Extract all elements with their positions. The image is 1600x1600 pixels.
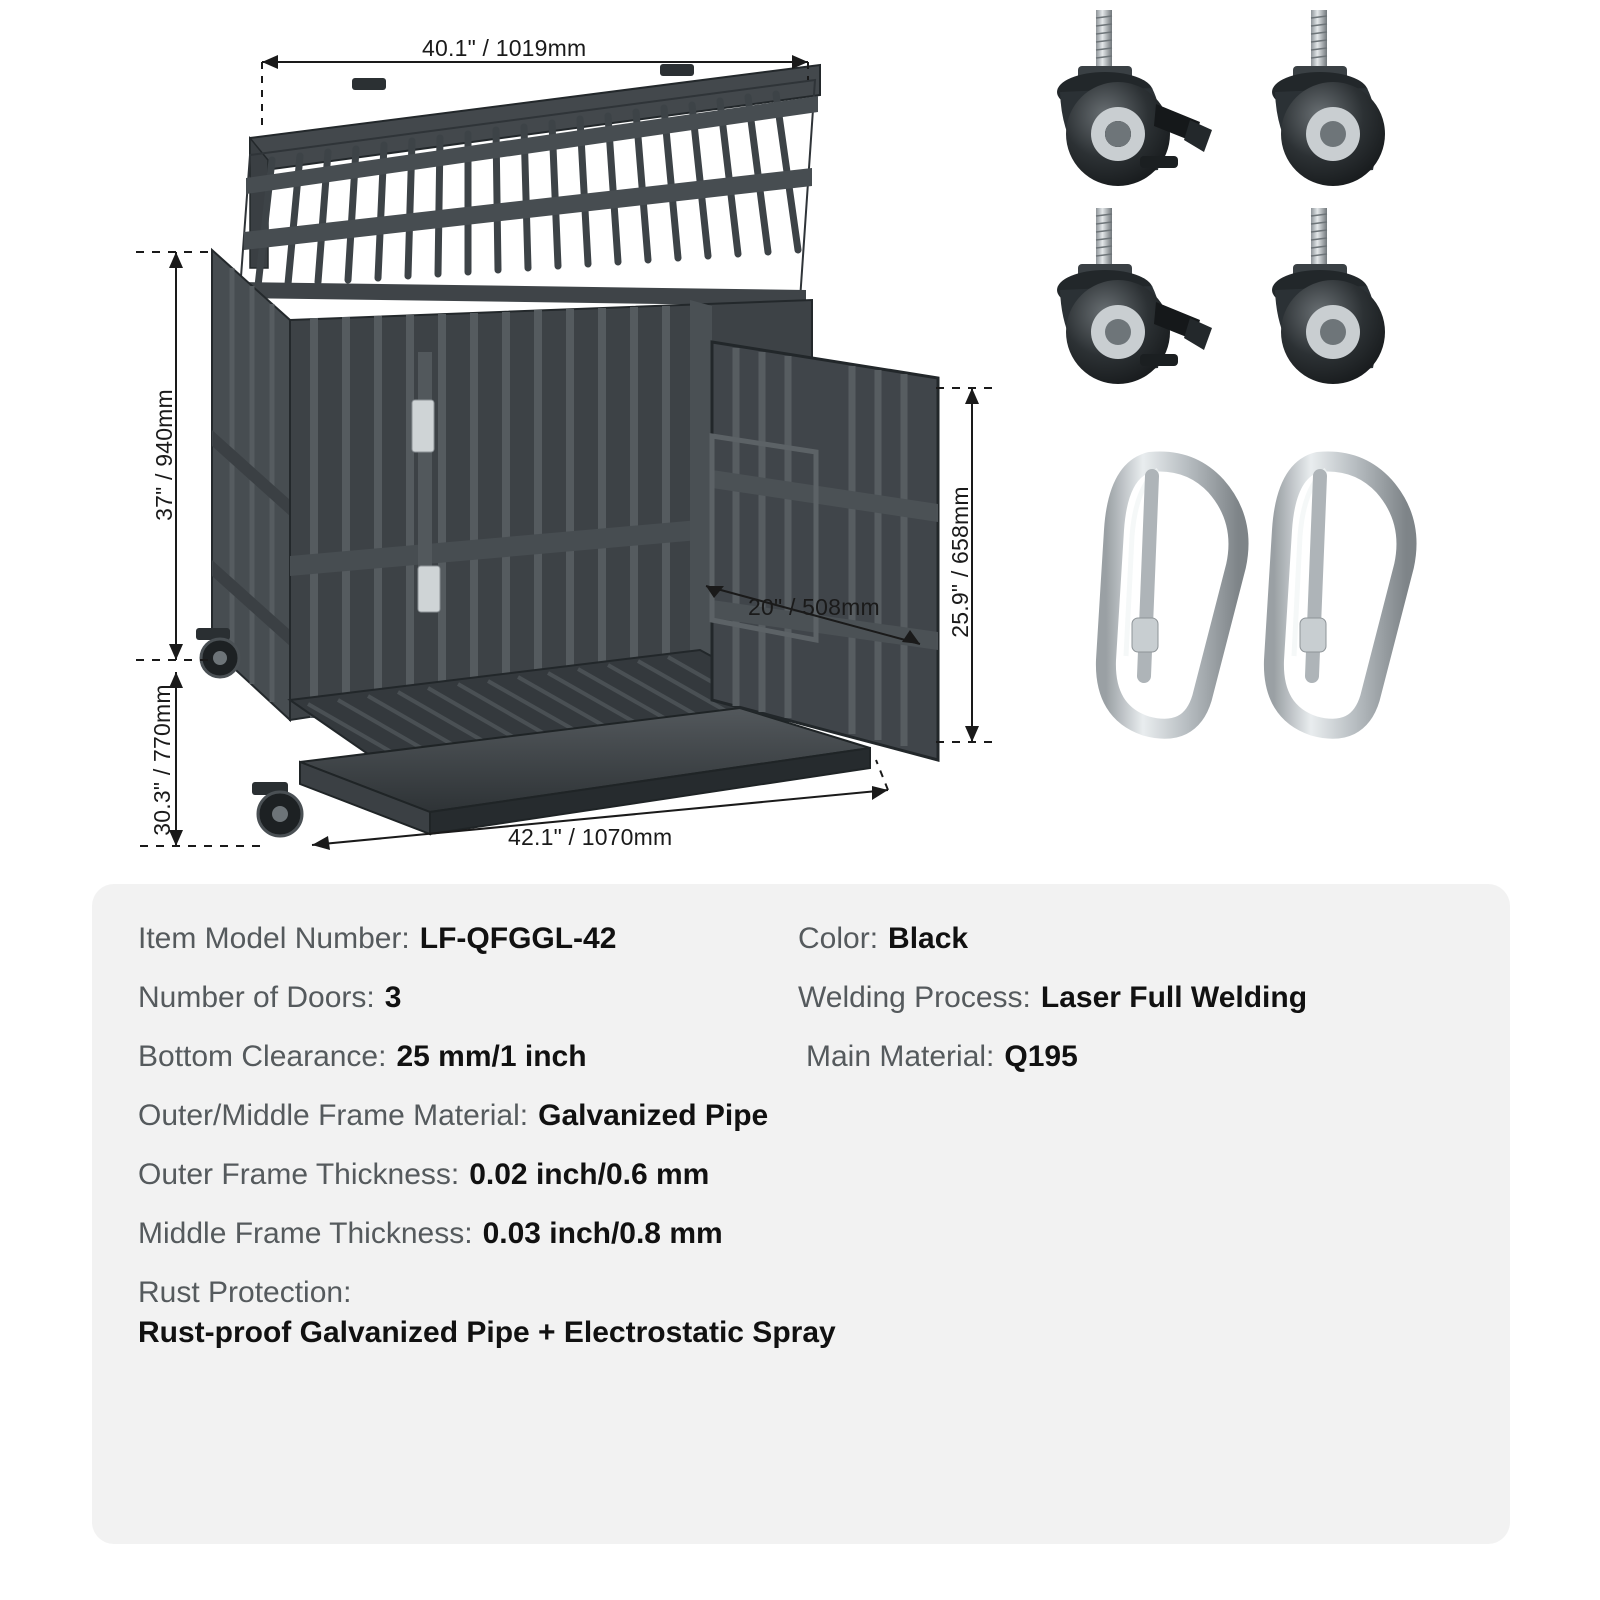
dimension-overall-depth: 42.1" / 1070mm xyxy=(508,824,673,850)
spec-value: 3 xyxy=(384,981,402,1014)
spec-value: 0.03 inch/0.8 mm xyxy=(482,1217,723,1250)
spec-row xyxy=(138,1099,1464,1133)
included-parts-illustration xyxy=(1040,0,1600,900)
caster-wheel-3 xyxy=(1057,208,1212,384)
spec-row xyxy=(138,981,1464,1015)
spec-key: Outer/Middle Frame Material: xyxy=(138,1099,529,1132)
spec-number-of-doors xyxy=(138,981,798,1015)
dimension-door-width: 20" / 508mm xyxy=(748,594,880,620)
spec-value: 0.02 inch/0.6 mm xyxy=(469,1158,710,1191)
dimension-overall-height: 37" / 940mm xyxy=(151,389,177,521)
spec-key: Main Material: xyxy=(806,1040,995,1073)
carabiner-clip-2 xyxy=(1274,462,1407,729)
spec-key: Rust Protection: xyxy=(138,1276,352,1309)
spec-row xyxy=(138,1040,1464,1074)
spec-main-material xyxy=(796,1040,1464,1074)
spec-welding-process xyxy=(798,981,1458,1015)
spec-key: Color: xyxy=(798,922,879,955)
specifications-panel xyxy=(92,884,1510,1544)
spec-item-model-number xyxy=(138,922,798,956)
spec-value: 25 mm/1 inch xyxy=(396,1040,587,1073)
spec-value: Galvanized Pipe xyxy=(538,1099,769,1132)
crate-front-door xyxy=(712,342,938,760)
spec-key: Number of Doors: xyxy=(138,981,375,1014)
spec-row xyxy=(138,1158,1464,1192)
spec-row xyxy=(138,922,1464,956)
spec-key: Item Model Number: xyxy=(138,922,410,955)
spec-outer-frame-thickness xyxy=(138,1158,709,1192)
caster-wheel-4 xyxy=(1272,208,1385,384)
dimension-door-height: 25.9" / 658mm xyxy=(947,486,973,638)
spec-key: Outer Frame Thickness: xyxy=(138,1158,460,1191)
dimension-top-width: 40.1" / 1019mm xyxy=(422,35,587,61)
dog-crate-illustration xyxy=(0,0,1050,900)
spec-outer-middle-frame-material xyxy=(138,1099,768,1133)
crate-top-lid xyxy=(240,64,820,306)
spec-middle-frame-thickness xyxy=(138,1217,723,1251)
carabiner-clip-1 xyxy=(1106,462,1239,729)
spec-rust-protection xyxy=(138,1276,1464,1350)
dimension-body-height: 30.3" / 770mm xyxy=(149,684,175,836)
caster-wheel-2 xyxy=(1272,10,1385,186)
spec-key: Bottom Clearance: xyxy=(138,1040,387,1073)
spec-value: Laser Full Welding xyxy=(1040,981,1308,1014)
spec-bottom-clearance xyxy=(138,1040,796,1074)
spec-key: Middle Frame Thickness: xyxy=(138,1217,473,1250)
spec-value: Rust-proof Galvanized Pipe + Electrostatic Spray xyxy=(138,1316,836,1349)
spec-key: Welding Process: xyxy=(798,981,1031,1014)
spec-row xyxy=(138,1217,1464,1251)
spec-color xyxy=(798,922,1458,956)
spec-value: LF-QFGGL-42 xyxy=(419,922,617,955)
spec-value: Black xyxy=(888,922,969,955)
spec-value: Q195 xyxy=(1004,1040,1078,1073)
caster-wheel-1 xyxy=(1057,10,1212,186)
